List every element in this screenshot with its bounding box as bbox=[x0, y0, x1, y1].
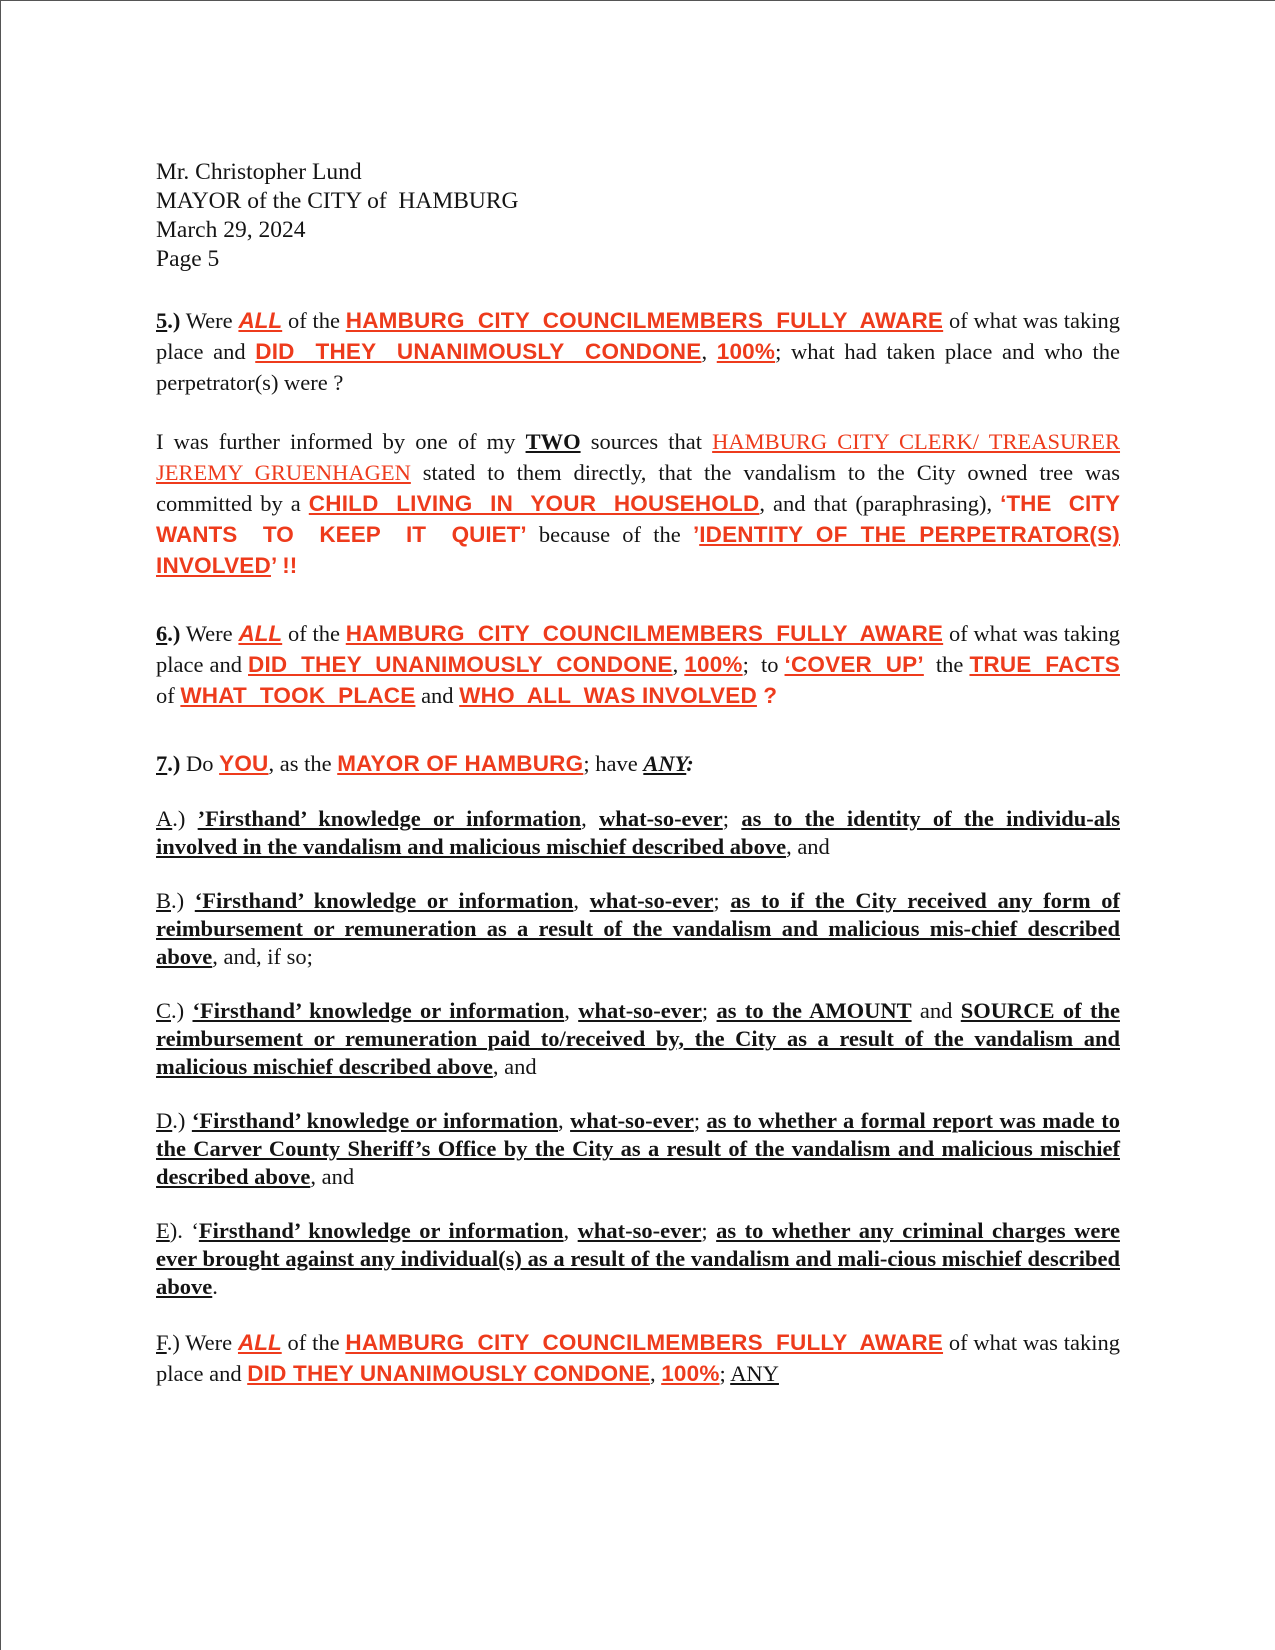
emphasis-true-facts: TRUE FACTS bbox=[969, 652, 1120, 677]
recipient-title: MAYOR of the CITY of HAMBURG bbox=[156, 188, 519, 214]
emphasis-council: HAMBURG CITY COUNCILMEMBERS FULLY AWARE bbox=[345, 308, 944, 333]
emphasis-all: ALL bbox=[238, 621, 283, 646]
item-f: F.) Were ALL of the HAMBURG CITY COUNCILMEMBERS FULLY AWARE of what was taking place and DID THEY UNANIMOUSLY CONDONE, 100%; ANY bbox=[156, 1330, 1120, 1386]
question-5: 5.) Were ALL of the HAMBURG CITY COUNCILMEMBERS FULLY AWARE of what was taking place and DID THEY UNANIMOUSLY CONDONE, 100%; what had taken place and who the perpetrator(s) were ? bbox=[156, 308, 1121, 395]
letter-date: March 29, 2024 bbox=[156, 217, 306, 243]
emphasis-council: HAMBURG CITY COUNCILMEMBERS FULLY AWARE bbox=[345, 1330, 944, 1355]
question-6: 6.) Were ALL of the HAMBURG CITY COUNCILMEMBERS FULLY AWARE of what was taking place and DID THEY UNANIMOUSLY CONDONE, 100%; to ‘COVER UP’ the TRUE FACTS of WHAT TOOK PLACE and WHO ALL WAS INVOLVED ? bbox=[156, 621, 1120, 708]
emphasis-any: ANY bbox=[643, 751, 687, 776]
emphasis-two: TWO bbox=[525, 429, 581, 454]
emphasis-identity: IDENTITY OF THE PERPETRATOR(S) INVOLVED bbox=[156, 522, 1120, 578]
letter-body bbox=[156, 305, 1133, 1389]
question-7: 7.) Do YOU, as the MAYOR OF HAMBURG; have ANY: bbox=[156, 751, 694, 776]
informed-paragraph: I was further informed by one of my TWO sources that HAMBURG CITY CLERK/ TREASURER JEREMY GRUENHAGEN stated to them directly, that the vandalism to the City owned tree was committed by a CHILD LIVING IN YOUR HOUSEHOLD, and that (paraphrasing), ‘THE CITY WANTS TO KEEP IT QUIET’ because of the ’IDENTITY OF THE PERPETRATOR(S) INVOLVED’ !! bbox=[156, 429, 1133, 578]
clerk-name: HAMBURG CITY CLERK/ TREASURER JEREMY GRUENHAGEN bbox=[156, 429, 1121, 485]
emphasis-percent: 100% bbox=[661, 1361, 720, 1386]
item-b: B.) ‘Firsthand’ knowledge or information, what-so-ever; as to if the City received any form of reimbursement or remuneration as a result of the vandalism and malicious mis-chief described above, and, if so; bbox=[156, 888, 1120, 969]
page-number: Page 5 bbox=[156, 246, 220, 272]
item-e: E). ‘Firsthand’ knowledge or information, what-so-ever; as to whether any criminal charges were ever brought against any individual(s) as a result of the vandalism and mali-cious mischief described above. bbox=[156, 1218, 1120, 1299]
emphasis-you: YOU bbox=[219, 751, 269, 776]
item-c: C.) ‘Firsthand’ knowledge or information, what-so-ever; as to the AMOUNT and SOURCE of the reimbursement or remuneration paid to/received by, the City as a result of the vandalism and malicious mischief described above, and bbox=[156, 998, 1120, 1079]
recipient-name: Mr. Christopher Lund bbox=[156, 159, 362, 185]
emphasis-what-took-place: WHAT TOOK PLACE bbox=[180, 683, 416, 708]
emphasis-cover-up: ‘COVER UP’ bbox=[784, 652, 924, 677]
emphasis-all: ALL bbox=[237, 1330, 282, 1355]
emphasis-council: HAMBURG CITY COUNCILMEMBERS FULLY AWARE bbox=[345, 621, 944, 646]
emphasis-percent: 100% bbox=[684, 652, 743, 677]
item-a: A.) ’Firsthand’ knowledge or information, what-so-ever; as to the identity of the individu-als involved in the vandalism and malicious mischief described above, and bbox=[156, 806, 1120, 859]
emphasis-child: CHILD LIVING IN YOUR HOUSEHOLD bbox=[308, 491, 760, 516]
emphasis-condone: DID THEY UNANIMOUSLY CONDONE bbox=[255, 339, 702, 364]
emphasis-quiet: ‘THE CITY WANTS TO KEEP IT QUIET’ bbox=[156, 491, 1133, 547]
emphasis-mayor: MAYOR OF HAMBURG bbox=[337, 751, 584, 776]
emphasis-percent: 100% bbox=[716, 339, 776, 364]
emphasis-who-involved: WHO ALL WAS INVOLVED bbox=[459, 683, 757, 708]
letter-header bbox=[156, 158, 519, 274]
item-d: D.) ‘Firsthand’ knowledge or information, what-so-ever; as to whether a formal report was made to the Carver County Sheriff’s Office by the City as a result of the vandalism and malicious mischief described above, and bbox=[156, 1108, 1120, 1189]
emphasis-all: ALL bbox=[238, 308, 283, 333]
emphasis-condone: DID THEY UNANIMOUSLY CONDONE bbox=[247, 1361, 650, 1386]
emphasis-condone: DID THEY UNANIMOUSLY CONDONE bbox=[248, 652, 673, 677]
